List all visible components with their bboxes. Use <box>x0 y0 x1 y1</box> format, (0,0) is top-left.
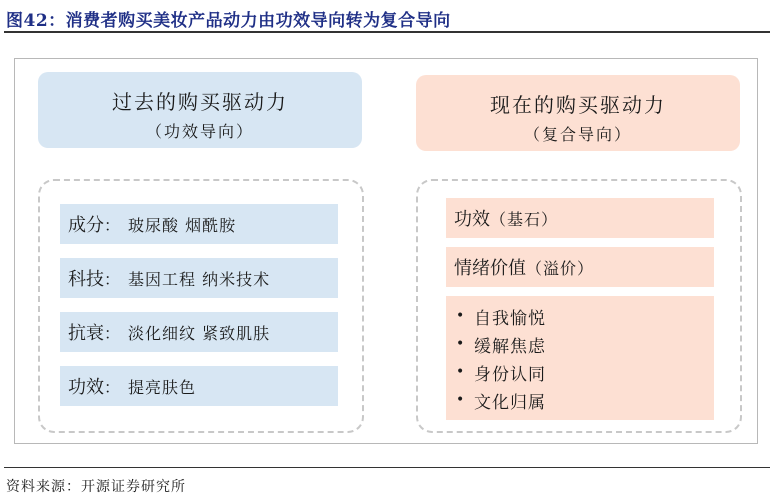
item-label: 科技 <box>68 269 104 290</box>
item-value: 基因工程 纳米技术 <box>128 269 271 289</box>
past-item-ingredients <box>60 204 338 244</box>
bullet-item <box>456 302 714 330</box>
item-note: （溢价） <box>526 258 595 278</box>
item-separator: ： <box>104 323 121 343</box>
figure-title: 图42：消费者购买美妆产品动力由功效导向转为复合导向 <box>6 11 451 31</box>
item-separator: ： <box>104 269 121 289</box>
title-rule <box>4 31 770 33</box>
item-label: 抗衰 <box>68 323 104 344</box>
bullet-text: 身份认同 <box>474 364 546 385</box>
item-label: 成分 <box>68 215 104 236</box>
past-drivers-subtitle: （功效导向） <box>145 122 254 141</box>
item-label: 功效 <box>454 209 490 230</box>
item-label: 情绪价值 <box>454 258 526 279</box>
past-item-technology <box>60 258 338 298</box>
bullet-text: 文化归属 <box>474 392 546 413</box>
item-separator: ： <box>104 215 121 235</box>
bullet-text: 自我愉悦 <box>474 308 546 329</box>
past-item-efficacy <box>60 366 338 406</box>
bullet-icon: • <box>456 364 466 380</box>
item-separator: ： <box>104 377 121 397</box>
past-drivers-title: 过去的购买驱动力 <box>112 90 288 114</box>
item-value: 提亮肤色 <box>128 377 197 397</box>
source-note: 资料来源：开源证券研究所 <box>6 479 186 495</box>
current-item-emotional-value <box>446 247 714 287</box>
emotional-value-bullets <box>446 296 714 420</box>
current-drivers-title: 现在的购买驱动力 <box>490 93 666 117</box>
bullet-item <box>456 386 714 414</box>
current-item-efficacy <box>446 198 714 238</box>
bullet-text: 缓解焦虑 <box>474 336 546 357</box>
current-drivers-header <box>416 75 740 151</box>
current-drivers-subtitle: （复合导向） <box>523 125 632 144</box>
item-note: （基石） <box>490 209 559 229</box>
source-rule <box>4 467 770 468</box>
bullet-item <box>456 330 714 358</box>
bullet-item <box>456 358 714 386</box>
bullet-icon: • <box>456 308 466 324</box>
bullet-icon: • <box>456 392 466 408</box>
item-label: 功效 <box>68 377 104 398</box>
past-drivers-header <box>38 72 362 148</box>
bullet-icon: • <box>456 336 466 352</box>
item-value: 玻尿酸 烟酰胺 <box>128 215 237 235</box>
past-item-anti-aging <box>60 312 338 352</box>
item-value: 淡化细纹 紧致肌肤 <box>128 323 271 343</box>
